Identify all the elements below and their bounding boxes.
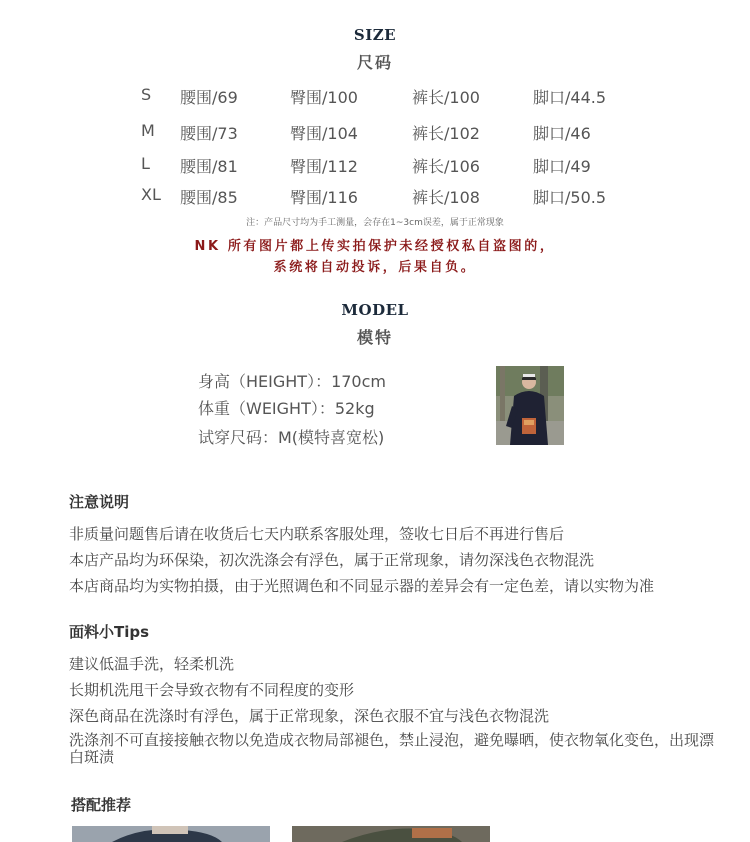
model-fit-size: 试穿尺码：M(模特喜宽松)	[198, 428, 385, 447]
model-height: 身高（HEIGHT）：170cm	[198, 372, 386, 391]
recommend-thumbnail[interactable]	[292, 826, 490, 842]
size-row-l	[0, 154, 750, 176]
hip-value: 臀围/100	[290, 88, 358, 107]
copyright-warning-line2: 系统将自动投诉，后果自负。	[273, 260, 477, 275]
recommend-thumbnail[interactable]	[72, 826, 270, 842]
notice-line: 本店产品均为环保染，初次洗涤会有浮色，属于正常现象，请勿深浅色衣物混洗	[69, 551, 595, 569]
size-label: XL	[141, 185, 161, 204]
notice-title: 注意说明	[69, 493, 130, 511]
size-label: L	[141, 154, 150, 173]
hem-value: 脚口/44.5	[533, 88, 607, 107]
length-value: 裤长/108	[412, 188, 480, 207]
measurement-note: 注：产品尺寸均为手工测量，会存在1~3cm误差，属于正常现象	[246, 218, 504, 228]
recommend-title: 搭配推荐	[71, 796, 132, 814]
hem-value: 脚口/46	[533, 124, 591, 143]
hip-value: 臀围/104	[290, 124, 358, 143]
model-title-en: MODEL	[341, 301, 409, 319]
notice-line: 非质量问题售后请在收货后七天内联系客服处理，签收七日后不再进行售后	[69, 525, 565, 543]
hip-value: 臀围/116	[290, 188, 358, 207]
notice-line: 本店商品均为实物拍摄，由于光照调色和不同显示器的差异会有一定色差，请以实物为准	[69, 577, 655, 595]
hem-value: 脚口/50.5	[533, 188, 607, 207]
tips-line: 洗涤剂不可直接接触衣物以免造成衣物局部褪色，禁止浸泡，避免曝晒，使衣物氧化变色，出现漂白斑渍	[69, 731, 715, 766]
tips-line: 深色商品在洗涤时有浮色，属于正常现象，深色衣服不宜与浅色衣物混洗	[69, 707, 550, 725]
model-weight: 体重（WEIGHT）：52kg	[198, 399, 375, 418]
size-title-en: SIZE	[353, 26, 397, 44]
length-value: 裤长/102	[412, 124, 480, 143]
length-value: 裤长/106	[412, 157, 480, 176]
model-photo	[496, 366, 564, 445]
waist-value: 腰围/73	[180, 124, 238, 143]
tips-line: 建议低温手洗，轻柔机洗	[69, 655, 235, 673]
hem-value: 脚口/49	[533, 157, 591, 176]
size-row-s	[0, 85, 750, 107]
waist-value: 腰围/69	[180, 88, 238, 107]
copyright-warning-line1: NK 所有图片都上传实拍保护未经授权私自盗图的，	[194, 239, 556, 254]
size-row-m	[0, 121, 750, 143]
waist-value: 腰围/81	[180, 157, 238, 176]
tips-line: 长期机洗甩干会导致衣物有不同程度的变形	[69, 681, 355, 699]
waist-value: 腰围/85	[180, 188, 238, 207]
size-label: M	[141, 121, 155, 140]
length-value: 裤长/100	[412, 88, 480, 107]
size-label: S	[141, 85, 152, 104]
tips-title: 面料小Tips	[69, 623, 150, 641]
size-row-xl	[0, 185, 750, 207]
size-title-cn: 尺码	[356, 53, 393, 72]
hip-value: 臀围/112	[290, 157, 358, 176]
model-title-cn: 模特	[356, 328, 393, 347]
